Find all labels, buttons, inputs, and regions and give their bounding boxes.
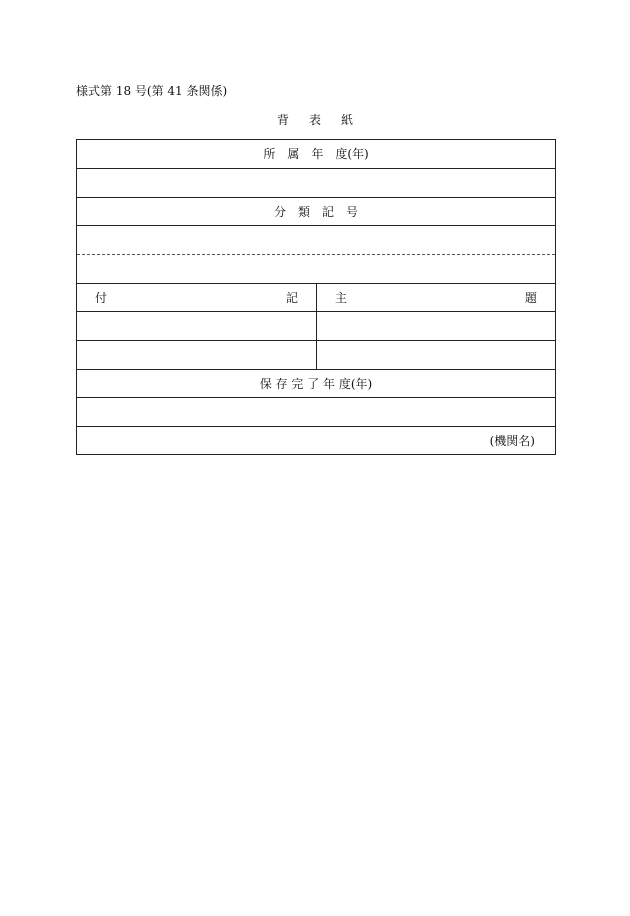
classification-header-row xyxy=(77,198,555,226)
attachment-entry-field-1[interactable] xyxy=(77,312,317,340)
classification-entry-upper-field[interactable] xyxy=(77,226,555,255)
agency-name-field[interactable] xyxy=(77,427,555,454)
form-number-label: 様式第 18 号(第 41 条関係) xyxy=(76,84,228,98)
subject-entry-field-2[interactable] xyxy=(317,341,555,369)
subject-header-right: 題 xyxy=(524,291,537,305)
attachment-subject-row-2 xyxy=(77,341,555,370)
subject-header-cell xyxy=(317,284,555,311)
subject-header-left: 主 xyxy=(335,291,348,305)
classification-header: 分 類 記 号 xyxy=(273,205,358,219)
spine-cover-form xyxy=(76,139,556,455)
attachment-header-left: 付 xyxy=(95,291,108,305)
fiscal-year-header-row xyxy=(77,140,555,169)
attachment-entry-field-2[interactable] xyxy=(77,341,317,369)
attachment-header-right: 記 xyxy=(285,291,298,305)
fiscal-year-entry-field[interactable] xyxy=(77,169,555,198)
subject-entry-field-1[interactable] xyxy=(317,312,555,340)
retention-header: 保 存 完 了 年 度(年) xyxy=(259,377,373,391)
classification-entry-lower-field[interactable] xyxy=(77,255,555,284)
document-title: 背表紙 xyxy=(276,113,373,127)
fiscal-year-header: 所 属 年 度(年) xyxy=(263,147,369,161)
attachment-subject-row-1 xyxy=(77,312,555,341)
agency-label: (機関名) xyxy=(489,434,535,448)
attachment-subject-header-row xyxy=(77,284,555,312)
attachment-header-cell xyxy=(77,284,317,311)
retention-entry-field[interactable] xyxy=(77,398,555,427)
retention-header-row xyxy=(77,370,555,398)
